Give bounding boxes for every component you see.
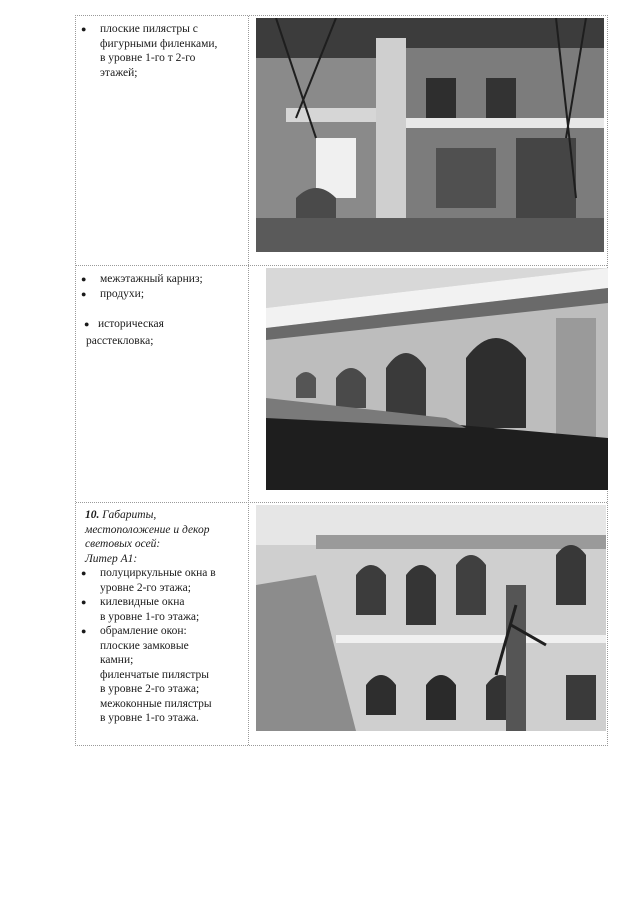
bullet-icon: ● bbox=[81, 568, 87, 578]
heading-line: местоположение и декор bbox=[85, 523, 210, 536]
row3-list-item bbox=[76, 624, 248, 726]
bullet-icon: ● bbox=[81, 597, 87, 607]
bullet-icon: ● bbox=[81, 274, 87, 284]
text-line: камни; bbox=[100, 654, 134, 666]
bullet-icon: ● bbox=[84, 319, 90, 329]
bullet-icon: ● bbox=[81, 626, 87, 636]
text-line: межэтажный карниз; bbox=[100, 273, 203, 285]
text-line: продухи; bbox=[100, 287, 145, 300]
section-heading bbox=[76, 508, 248, 523]
text-line: килевидные окна bbox=[100, 596, 185, 608]
section-number: 10. bbox=[85, 509, 100, 521]
text-line: обрамление окон: bbox=[100, 625, 187, 637]
row3-text-cell bbox=[76, 508, 248, 726]
row3-list-item bbox=[76, 595, 248, 624]
text-line: в уровне 1-го т 2-го bbox=[100, 52, 196, 64]
text-line: в уровне 2-го этажа; bbox=[100, 683, 200, 695]
row-divider-1 bbox=[76, 265, 607, 266]
text-line: плоские замковые bbox=[100, 639, 189, 652]
heading-line: световых осей: bbox=[85, 538, 161, 550]
document-table bbox=[75, 15, 608, 746]
text-line: в уровне 1-го этажа. bbox=[100, 712, 199, 724]
text-line: уровне 2-го этажа; bbox=[100, 581, 191, 594]
text-line: филенчатые пилястры bbox=[100, 668, 210, 681]
column-divider bbox=[248, 16, 249, 745]
text-line: межоконные пилястры bbox=[100, 697, 212, 710]
row2-list-item bbox=[76, 287, 246, 302]
text-line: расстекловка; bbox=[86, 334, 154, 347]
text-line: историческая bbox=[98, 318, 164, 330]
heading-line: Габариты, bbox=[102, 509, 157, 521]
row1-text-cell bbox=[76, 22, 246, 80]
row2-list-item bbox=[76, 272, 246, 287]
row2-text-cell bbox=[76, 272, 246, 348]
text-line: в уровне 1-го этажа; bbox=[100, 610, 200, 623]
facade-photo-windows bbox=[256, 505, 606, 731]
liter-label: Литер А1: bbox=[85, 552, 138, 565]
text-line: фигурными филенками, bbox=[100, 37, 218, 50]
row1-list-item bbox=[76, 22, 246, 80]
text-line: плоские пилястры с bbox=[100, 23, 198, 35]
text-line: полуциркульные окна в bbox=[100, 567, 216, 579]
facade-photo-cornice bbox=[266, 268, 608, 490]
bullet-icon: ● bbox=[81, 24, 87, 34]
row-divider-2 bbox=[76, 502, 607, 503]
row2-list-item bbox=[76, 317, 246, 348]
facade-photo-pilasters bbox=[256, 18, 604, 252]
row3-list-item bbox=[76, 566, 248, 595]
bullet-icon: ● bbox=[81, 288, 87, 299]
text-line: этажей; bbox=[100, 66, 138, 79]
